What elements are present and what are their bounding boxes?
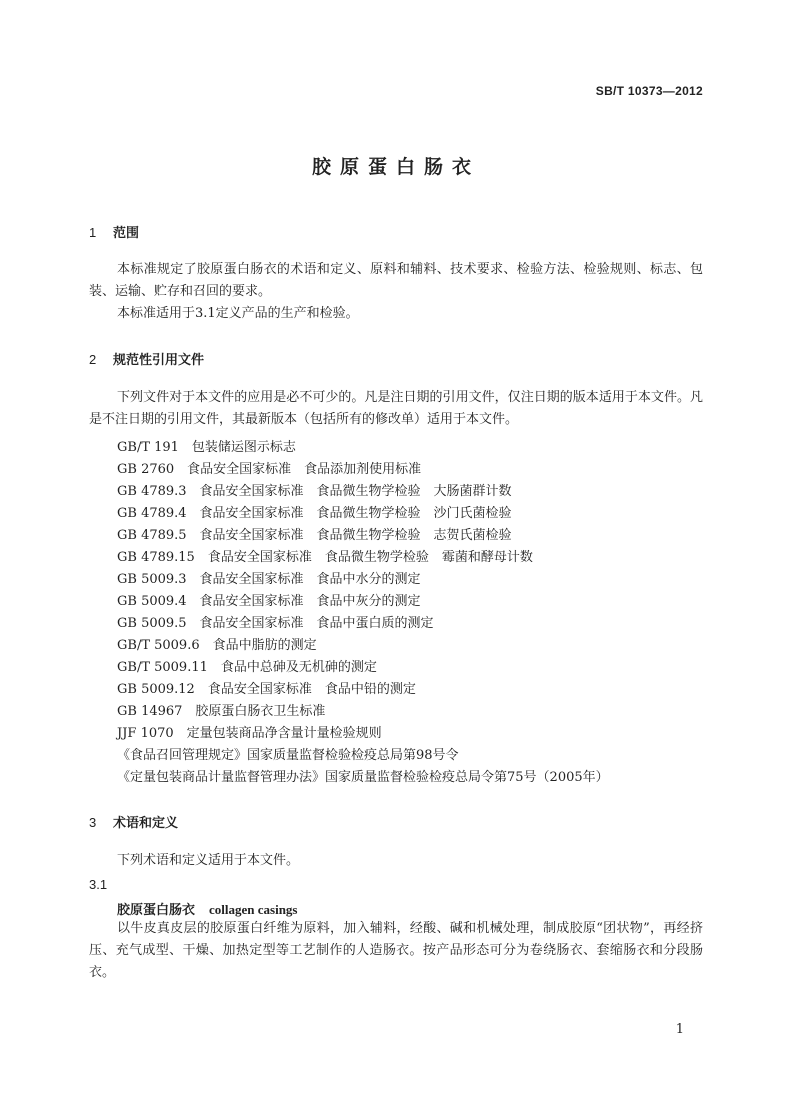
reference-item: GB/T 5009.6 食品中脂肪的测定 [117,638,317,653]
reference-item: 《食品召回管理规定》国家质量监督检验检疫总局第98号令 [117,748,459,763]
term-name-zh: 胶原蛋白肠衣 [117,903,196,918]
section-title: 规范性引用文件 [113,353,205,368]
reference-item: GB 4789.3 食品安全国家标准 食品微生物学检验 大肠菌群计数 [117,484,512,499]
section-number: 2 [89,352,97,367]
reference-item: GB 4789.5 食品安全国家标准 食品微生物学检验 志贺氏菌检验 [117,528,512,543]
reference-item: GB 5009.3 食品安全国家标准 食品中水分的测定 [117,572,421,587]
normative-intro: 下列文件对于本文件的应用是必不可少的。凡是注日期的引用文件，仅注日期的版本适用于本文件。凡是不注日期的引用文件，其最新版本（包括所有的修改单）适用于本文件。 [89,390,703,427]
reference-item: 《定量包装商品计量监督管理办法》国家质量监督检验检疫总局令第75号（2005年） [117,770,609,785]
reference-item: GB 4789.4 食品安全国家标准 食品微生物学检验 沙门氏菌检验 [117,506,512,521]
scope-paragraph-2: 本标准适用于3.1定义产品的生产和检验。 [117,306,359,321]
reference-item: JJF 1070 定量包装商品净含量计量检验规则 [117,726,382,741]
term-number: 3.1 [89,877,108,892]
section-number: 1 [89,225,97,240]
section-title: 术语和定义 [113,816,179,831]
section-number: 3 [89,815,97,830]
section-heading-normative [89,349,204,368]
reference-item: GB/T 5009.11 食品中总砷及无机砷的测定 [117,660,377,675]
page-number: 1 [675,1022,684,1037]
term-name [117,899,298,918]
standard-number: SB/T 10373—2012 [595,84,703,98]
reference-item: GB 5009.5 食品安全国家标准 食品中蛋白质的测定 [117,616,434,631]
term-name-en: collagen casings [209,902,298,917]
reference-item: GB/T 191 包装储运图示标志 [117,440,296,455]
reference-item: GB 14967 胶原蛋白肠衣卫生标准 [117,704,326,719]
term-definition: 以牛皮真皮层的胶原蛋白纤维为原料，加入辅料，经酸、碱和机械处理，制成胶原“团状物”，再经挤压、充气成型、干燥、加热定型等工艺制作的人造肠衣。按产品形态可分为卷绕肠衣、套缩肠衣和分段肠衣。 [89,921,703,980]
reference-item: GB 5009.12 食品安全国家标准 食品中铅的测定 [117,682,416,697]
section-title: 范围 [113,226,140,241]
scope-paragraph-1: 本标准规定了胶原蛋白肠衣的术语和定义、原料和辅料、技术要求、检验方法、检验规则、标志、包装、运输、贮存和召回的要求。 [89,262,703,299]
reference-item: GB 4789.15 食品安全国家标准 食品微生物学检验 霉菌和酵母计数 [117,550,533,565]
document-title: 胶原蛋白肠衣 [311,156,480,178]
section-heading-terms [89,812,178,831]
section-heading-scope [89,222,139,241]
terms-intro: 下列术语和定义适用于本文件。 [117,853,300,868]
reference-item: GB 5009.4 食品安全国家标准 食品中灰分的测定 [117,594,421,609]
reference-item: GB 2760 食品安全国家标准 食品添加剂使用标准 [117,462,422,477]
